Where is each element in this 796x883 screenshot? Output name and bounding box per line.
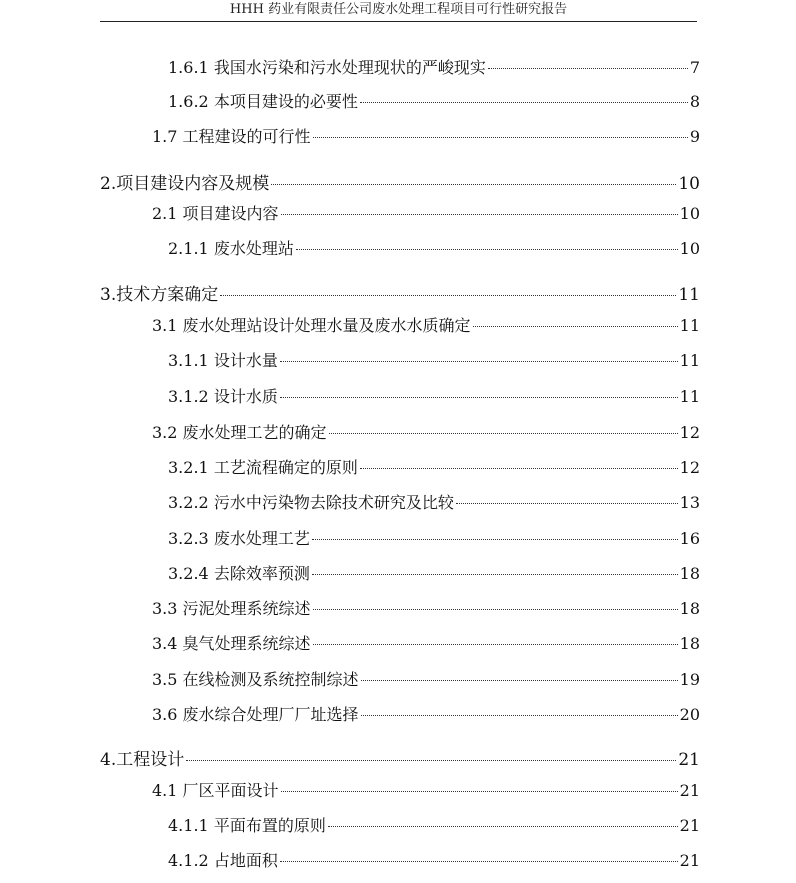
- toc-chapter-entry[interactable]: [100, 280, 700, 305]
- toc-chapter-entry[interactable]: [100, 169, 700, 194]
- header-title: HHH 药业有限责任公司废水处理工程项目可行性研究报告: [229, 2, 568, 17]
- toc-entry-label: 3.2.3 废水处理工艺: [168, 529, 310, 548]
- dot-leader: [313, 609, 678, 610]
- dot-leader: [488, 68, 688, 69]
- toc-entry[interactable]: [168, 561, 700, 584]
- toc-page-number: 18: [679, 634, 700, 653]
- dot-leader: [361, 715, 678, 716]
- toc-page-number: 11: [678, 285, 700, 305]
- toc-page-number: 11: [679, 316, 700, 335]
- toc-page-number: 20: [679, 705, 700, 724]
- toc-entry[interactable]: [168, 348, 700, 371]
- toc-page-number: 21: [679, 816, 700, 835]
- toc-entry-label: 3.2.2 污水中污染物去除技术研究及比较: [168, 493, 454, 512]
- toc-entry[interactable]: [152, 124, 700, 147]
- dot-leader: [473, 326, 678, 327]
- toc-page-number: 16: [679, 529, 700, 548]
- toc-entry-label: 4.工程设计: [100, 750, 185, 770]
- toc-entry[interactable]: [152, 667, 700, 690]
- dot-leader: [280, 397, 678, 398]
- toc-entry-label: 1.6.2 本项目建设的必要性: [168, 92, 358, 111]
- toc-page-number: 18: [679, 599, 700, 618]
- toc-page-number: 7: [689, 58, 700, 77]
- dot-leader: [313, 137, 688, 138]
- dot-leader: [280, 861, 678, 862]
- toc-entry-label: 2.1 项目建设内容: [152, 204, 279, 223]
- toc-page-number: 19: [679, 670, 700, 689]
- dot-leader: [296, 249, 678, 250]
- toc-entry-label: 4.1 厂区平面设计: [152, 781, 279, 800]
- dot-leader: [280, 361, 678, 362]
- toc-entry[interactable]: [168, 848, 700, 871]
- toc-entry[interactable]: [152, 420, 700, 443]
- toc-entry-label: 3.2.1 工艺流程确定的原则: [168, 458, 358, 477]
- toc-entry[interactable]: [152, 702, 700, 725]
- toc-page-number: 21: [679, 851, 700, 870]
- toc-page-number: 18: [679, 564, 700, 583]
- dot-leader: [313, 644, 678, 645]
- dot-leader: [220, 295, 676, 296]
- toc-page-number: 8: [689, 92, 700, 111]
- toc-entry[interactable]: [168, 384, 700, 407]
- toc-page-number: 10: [679, 239, 700, 258]
- toc-entry[interactable]: [168, 236, 700, 259]
- toc-page-number: 21: [678, 750, 700, 770]
- dot-leader: [456, 503, 678, 504]
- toc-entry-label: 3.2.4 去除效率预测: [168, 564, 310, 583]
- toc-entry-label: 3.5 在线检测及系统控制综述: [152, 670, 359, 689]
- toc-entry-label: 1.6.1 我国水污染和污水处理现状的严峻现实: [168, 58, 486, 77]
- toc-page-number: 12: [679, 458, 700, 477]
- dot-leader: [271, 184, 676, 185]
- toc-entry[interactable]: [168, 89, 700, 112]
- toc-entry-label: 3.2 废水处理工艺的确定: [152, 423, 327, 442]
- toc-entry[interactable]: [168, 813, 700, 836]
- dot-leader: [281, 214, 678, 215]
- toc-entry[interactable]: [168, 55, 700, 78]
- dot-leader: [312, 539, 678, 540]
- toc-entry-label: 1.7 工程建设的可行性: [152, 127, 311, 146]
- dot-leader: [328, 826, 678, 827]
- toc-page-number: 11: [679, 351, 700, 370]
- toc-entry[interactable]: [168, 455, 700, 478]
- toc-entry-label: 4.1.1 平面布置的原则: [168, 816, 326, 835]
- dot-leader: [312, 574, 678, 575]
- toc-entry[interactable]: [152, 596, 700, 619]
- toc-entry-label: 3.6 废水综合处理厂厂址选择: [152, 705, 359, 724]
- toc-entry-label: 3.1 废水处理站设计处理水量及废水水质确定: [152, 316, 471, 335]
- toc-entry[interactable]: [152, 313, 700, 336]
- dot-leader: [281, 791, 678, 792]
- dot-leader: [360, 102, 688, 103]
- toc-entry-label: 3.4 臭气处理系统综述: [152, 634, 311, 653]
- toc-entry-label: 3.技术方案确定: [100, 285, 219, 305]
- toc-page-number: 12: [679, 423, 700, 442]
- dot-leader: [361, 680, 678, 681]
- toc-entry-label: 2.1.1 废水处理站: [168, 239, 294, 258]
- toc-page-number: 10: [679, 204, 700, 223]
- dot-leader: [360, 468, 678, 469]
- toc-entry-label: 2.项目建设内容及规模: [100, 174, 270, 194]
- toc-entry-label: 4.1.2 占地面积: [168, 851, 278, 870]
- toc-page-number: 9: [689, 127, 700, 146]
- toc-entry[interactable]: [168, 490, 700, 513]
- toc-page-number: 10: [678, 174, 700, 194]
- toc-entry-label: 3.1.1 设计水量: [168, 351, 278, 370]
- toc-entry-label: 3.1.2 设计水质: [168, 387, 278, 406]
- toc-entry[interactable]: [152, 778, 700, 801]
- toc-entry[interactable]: [168, 526, 700, 549]
- toc-entry[interactable]: [152, 201, 700, 224]
- toc-page-number: 13: [679, 493, 700, 512]
- toc-page-number: 11: [679, 387, 700, 406]
- toc-chapter-entry[interactable]: [100, 745, 700, 770]
- toc-entry-label: 3.3 污泥处理系统综述: [152, 599, 311, 618]
- dot-leader: [186, 760, 676, 761]
- toc-page-number: 21: [679, 781, 700, 800]
- toc-entry[interactable]: [152, 631, 700, 654]
- dot-leader: [329, 433, 678, 434]
